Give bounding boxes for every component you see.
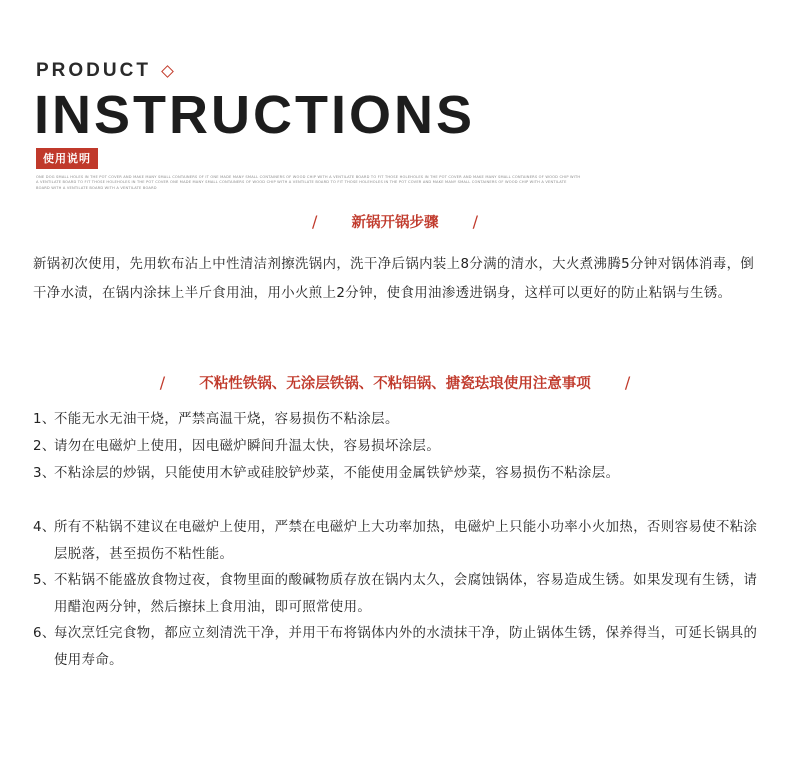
new-pot-instructions: 新锅初次使用，先用软布沾上中性清洁剂擦洗锅内，洗干净后锅内装上8分满的清水，大火煮沸腾5分钟对锅体消毒，倒干净水渍，在锅内涂抹上半斤食用油，用小火煎上2分钟，使食用油渗透进锅身，这样可以更好的防止粘锅与生锈。 (33, 257, 755, 301)
instructions-header (36, 58, 756, 191)
item-number: 5、 (33, 573, 56, 588)
section-title-text: 不粘性铁锅、无涂层铁锅、不粘铝锅、搪瓷珐琅使用注意事项 (199, 376, 591, 392)
product-line (36, 58, 756, 84)
product-label: PRODUCT (36, 60, 151, 81)
section-title-new-pot (0, 211, 790, 232)
item-text: 不粘锅不能盛放食物过夜，食物里面的酸碱物质存放在锅内太久，会腐蚀锅体，容易造成生锈。如果发现有生锈，请用醋泡两分钟，然后擦抹上食用油，即可照常使用。 (54, 573, 758, 615)
section-title-precautions (0, 372, 790, 393)
item-number: 2、 (33, 439, 56, 454)
item-number: 1、 (33, 412, 56, 427)
list-item (33, 620, 763, 674)
list-item (33, 406, 763, 433)
slash-left: / (159, 373, 166, 392)
diamond-icon (161, 65, 174, 78)
list-item (33, 460, 763, 487)
item-text: 请勿在电磁炉上使用，因电磁炉瞬间升温太快，容易损坏涂层。 (54, 439, 441, 454)
item-number: 6、 (33, 626, 56, 641)
section-title-text: 新锅开锅步骤 (351, 215, 439, 231)
item-text: 每次烹饪完食物，都应立刻清洗干净，并用干布将锅体内外的水渍抹干净，防止锅体生锈，保养得当，可延长锅具的使用寿命。 (54, 626, 758, 668)
item-text: 不能无水无油干烧，严禁高温干烧，容易损伤不粘涂层。 (54, 412, 399, 427)
list-item (33, 567, 763, 621)
slash-right: / (472, 212, 479, 231)
item-text: 不粘涂层的炒锅，只能使用木铲或硅胶铲炒菜，不能使用金属铁铲炒菜，容易损伤不粘涂层。 (54, 466, 620, 481)
item-number: 4、 (33, 520, 56, 535)
list-item (33, 514, 763, 568)
item-number: 3、 (33, 466, 56, 481)
fine-print: ONE DOG SMALL HOLES IN THE POT COVER AND MAKE MANY SMALL CONTAINERS OF IT ONE MADE MANY SMALL CONTAINERS OF WOOD CHIP WITH A VENTILATE BOARD TO FIT THOSE HOLEHOLES IN THE POT COVER AND MAKE MANY SMALL CONTAINERS OF WOOD CHIP WITH A VENTILATE BOARD TO FIT THOSE HOLEHOLES IN THE POT COVER ONE MADE MANY SMALL CONTAINERS OF WOOD CHIP WITH A VENTILATE BOARD TO FIT THOSE HOLEHOLES IN THE POT COVER AND MAKE MANY SMALL CONTAINERS OF WOOD CHIP WITH A VENTILATE BOARD WITH A VENTILATE BOARD WITH A VENTILATE BOARD (36, 175, 581, 190)
usage-badge: 使用说明 (36, 148, 98, 169)
list-item (33, 433, 763, 460)
item-text: 所有不粘锅不建议在电磁炉上使用，严禁在电磁炉上大功率加热，电磁炉上只能小功率小火加热，否则容易使不粘涂层脱落，甚至损伤不粘性能。 (54, 520, 758, 562)
slash-right: / (624, 373, 631, 392)
slash-left: / (311, 212, 318, 231)
instructions-title: INSTRUCTIONS (34, 85, 475, 145)
